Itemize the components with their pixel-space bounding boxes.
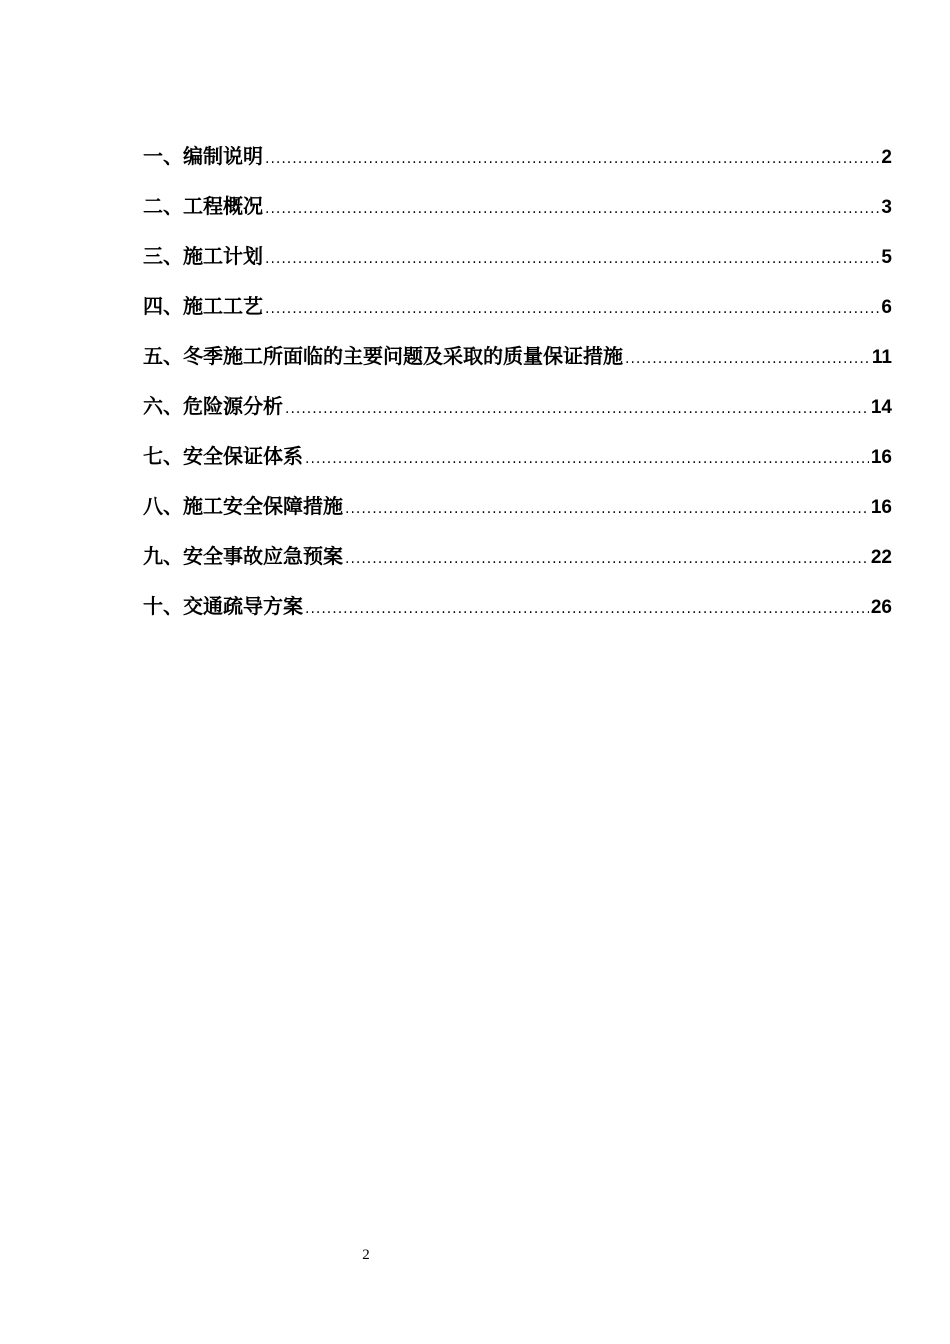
toc-entry-page: 2 bbox=[881, 147, 892, 168]
toc-entry-page: 5 bbox=[881, 247, 892, 268]
toc-entry-page: 11 bbox=[871, 347, 892, 368]
toc-entry-page: 14 bbox=[870, 397, 892, 418]
table-of-contents bbox=[143, 131, 892, 631]
toc-dot-leader bbox=[305, 434, 869, 484]
toc-entry-page: 16 bbox=[870, 447, 892, 468]
toc-entry-title: 五、冬季施工所面临的主要问题及采取的质量保证措施 bbox=[143, 344, 623, 368]
toc-dot-leader bbox=[345, 534, 869, 584]
toc-entry-4[interactable] bbox=[143, 281, 892, 331]
toc-entry-page: 16 bbox=[870, 497, 892, 518]
toc-dot-leader bbox=[265, 284, 879, 334]
toc-entry-7[interactable] bbox=[143, 431, 892, 481]
toc-entry-title: 四、施工工艺 bbox=[143, 294, 263, 318]
toc-entry-page: 26 bbox=[870, 597, 892, 618]
toc-entry-10[interactable] bbox=[143, 581, 892, 631]
toc-entry-2[interactable] bbox=[143, 181, 892, 231]
toc-dot-leader bbox=[265, 234, 879, 284]
toc-entry-page: 3 bbox=[881, 197, 892, 218]
toc-dot-leader bbox=[625, 334, 870, 384]
toc-entry-title: 六、危险源分析 bbox=[143, 394, 283, 418]
page-number: 2 bbox=[362, 1247, 370, 1263]
toc-entry-title: 一、编制说明 bbox=[143, 144, 263, 168]
toc-dot-leader bbox=[265, 184, 879, 234]
toc-entry-title: 二、工程概况 bbox=[143, 194, 263, 218]
toc-dot-leader bbox=[285, 384, 869, 434]
toc-entry-3[interactable] bbox=[143, 231, 892, 281]
toc-entry-6[interactable] bbox=[143, 381, 892, 431]
toc-entry-title: 十、交通疏导方案 bbox=[143, 594, 303, 618]
toc-entry-title: 三、施工计划 bbox=[143, 244, 263, 268]
toc-entry-9[interactable] bbox=[143, 531, 892, 581]
toc-dot-leader bbox=[345, 484, 869, 534]
toc-entry-1[interactable] bbox=[143, 131, 892, 181]
toc-entry-title: 七、安全保证体系 bbox=[143, 444, 303, 468]
toc-entry-title: 九、安全事故应急预案 bbox=[143, 544, 343, 568]
toc-entry-page: 6 bbox=[881, 297, 892, 318]
toc-dot-leader bbox=[265, 134, 879, 184]
toc-entry-page: 22 bbox=[870, 547, 892, 568]
toc-entry-5[interactable] bbox=[143, 331, 892, 381]
toc-entry-8[interactable] bbox=[143, 481, 892, 531]
toc-entry-title: 八、施工安全保障措施 bbox=[143, 494, 343, 518]
toc-dot-leader bbox=[305, 584, 869, 634]
